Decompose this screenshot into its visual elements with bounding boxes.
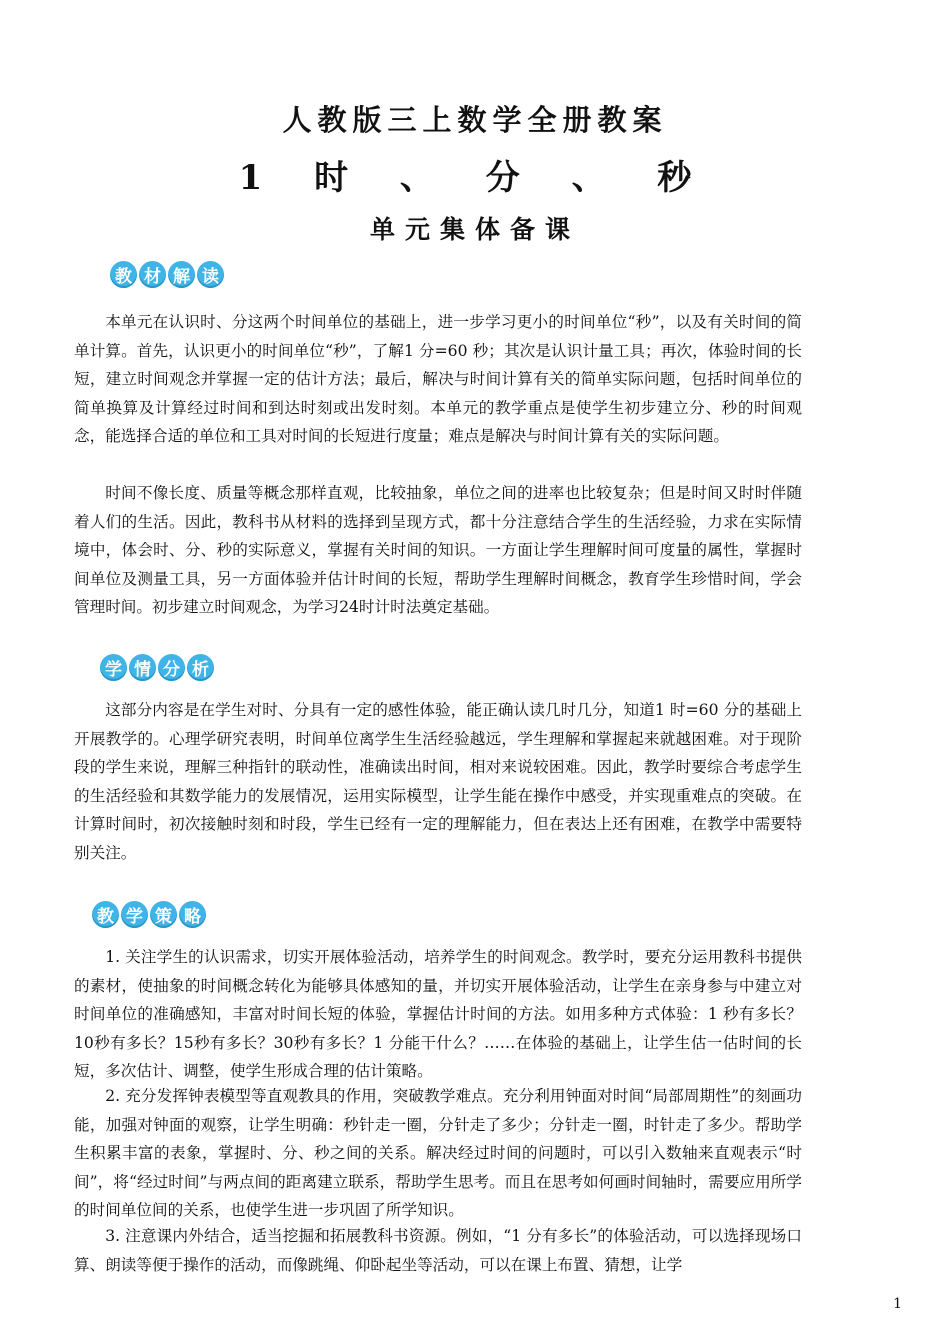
badge-char: 学	[100, 654, 127, 681]
badge-char: 分	[158, 654, 185, 681]
paragraph: 本单元在认识时、分这两个时间单位的基础上，进一步学习更小的时间单位“秒”，以及有关时间的简单计算。首先，认识更小的时间单位“秒”，了解1 分=60 秒；其次是认识计量工具；再次，体验时间的长短，建立时间观念并掌握一定的估计方法；最后，解决与时间计算有关的简单实际问题，包括时间单位的简单换算及计算经过时间和到达时刻或出发时刻。本单元的教学重点是使学生初步建立分、秒的时间观念，能选择合适的单位和工具对时间的长短进行度量；难点是解决与时间计算有关的实际问题。	[74, 313, 802, 445]
paragraph: 3. 注意课内外结合，适当挖掘和拓展教科书资源。例如，“1 分有多长”的体验活动，可以选择现场口算、朗读等便于操作的活动，而像跳绳、仰卧起坐等活动，可以在课上布置、猜想，让学	[74, 1227, 802, 1274]
unit-title: 1 时 、 分 、 秒	[238, 158, 712, 198]
badge-char: 教	[92, 901, 119, 928]
badge-char: 材	[139, 261, 166, 288]
badge-char: 教	[110, 261, 137, 288]
badge-char: 解	[168, 261, 195, 288]
badge-char: 析	[187, 654, 214, 681]
badge-char: 略	[179, 901, 206, 928]
badge-char: 情	[129, 654, 156, 681]
badge-char: 策	[150, 901, 177, 928]
section-badge-textbook-reading	[110, 261, 224, 288]
page-number: 1	[893, 1296, 902, 1312]
section-title: 单元集体备课	[369, 215, 580, 244]
section-badge-teaching-strategy	[92, 901, 206, 928]
document-title: 人教版三上数学全册教案	[282, 103, 668, 137]
paragraph: 这部分内容是在学生对时、分具有一定的感性体验，能正确认读几时几分，知道1 时=60 分的基础上开展教学的。心理学研究表明，时间单位离学生生活经验越远，学生理解和掌握起来就越困难。对于现阶段的学生来说，理解三种指针的联动性，准确读出时间，相对来说较困难。因此，教学时要综合考虑学生的生活经验和其数学能力的发展情况，运用实际模型，让学生能在操作中感受，并实现重难点的突破。在计算时间时，初次接触时刻和时段，学生已经有一定的理解能力，但在表达上还有困难，在教学中需要特别关注。	[74, 701, 802, 862]
paragraph: 时间不像长度、质量等概念那样直观，比较抽象，单位之间的进率也比较复杂；但是时间又时时伴随着人们的生活。因此，教科书从材料的选择到呈现方式，都十分注意结合学生的生活经验，力求在实际情境中，体会时、分、秒的实际意义，掌握有关时间的知识。一方面让学生理解时间可度量的属性，掌握时间单位及测量工具，另一方面体验并估计时间的长短，帮助学生理解时间概念，教育学生珍惜时间，学会管理时间。初步建立时间观念，为学习24时计时法奠定基础。	[74, 484, 802, 616]
badge-char: 读	[197, 261, 224, 288]
badge-char: 学	[121, 901, 148, 928]
section-badge-student-analysis	[100, 654, 214, 681]
paragraph: 1. 关注学生的认识需求，切实开展体验活动，培养学生的时间观念。教学时，要充分运用教科书提供的素材，使抽象的时间概念转化为能够具体感知的量，并切实开展体验活动，让学生在亲身参与中建立对时间单位的准确感知，丰富对时间长短的体验，掌握估计时间的方法。如用多种方式体验：1 秒有多长？10秒有多长？15秒有多长？30秒有多长？1 分能干什么？……在体验的基础上，让学生估一估时间的长短，多次估计、调整，使学生形成合理的估计策略。	[74, 948, 802, 1080]
paragraph: 2. 充分发挥钟表模型等直观教具的作用，突破教学难点。充分利用钟面对时间“局部周期性”的刻画功能，加强对钟面的观察，让学生明确：秒针走一圈，分针走了多少；分针走一圈，时针走了多少。帮助学生积累丰富的表象，掌握时、分、秒之间的关系。解决经过时间的问题时，可以引入数轴来直观表示“时间”，将“经过时间”与两点间的距离建立联系，帮助学生思考。而且在思考如何画时间轴时，需要应用所学的时间单位间的关系，也使学生进一步巩固了所学知识。	[74, 1087, 802, 1219]
